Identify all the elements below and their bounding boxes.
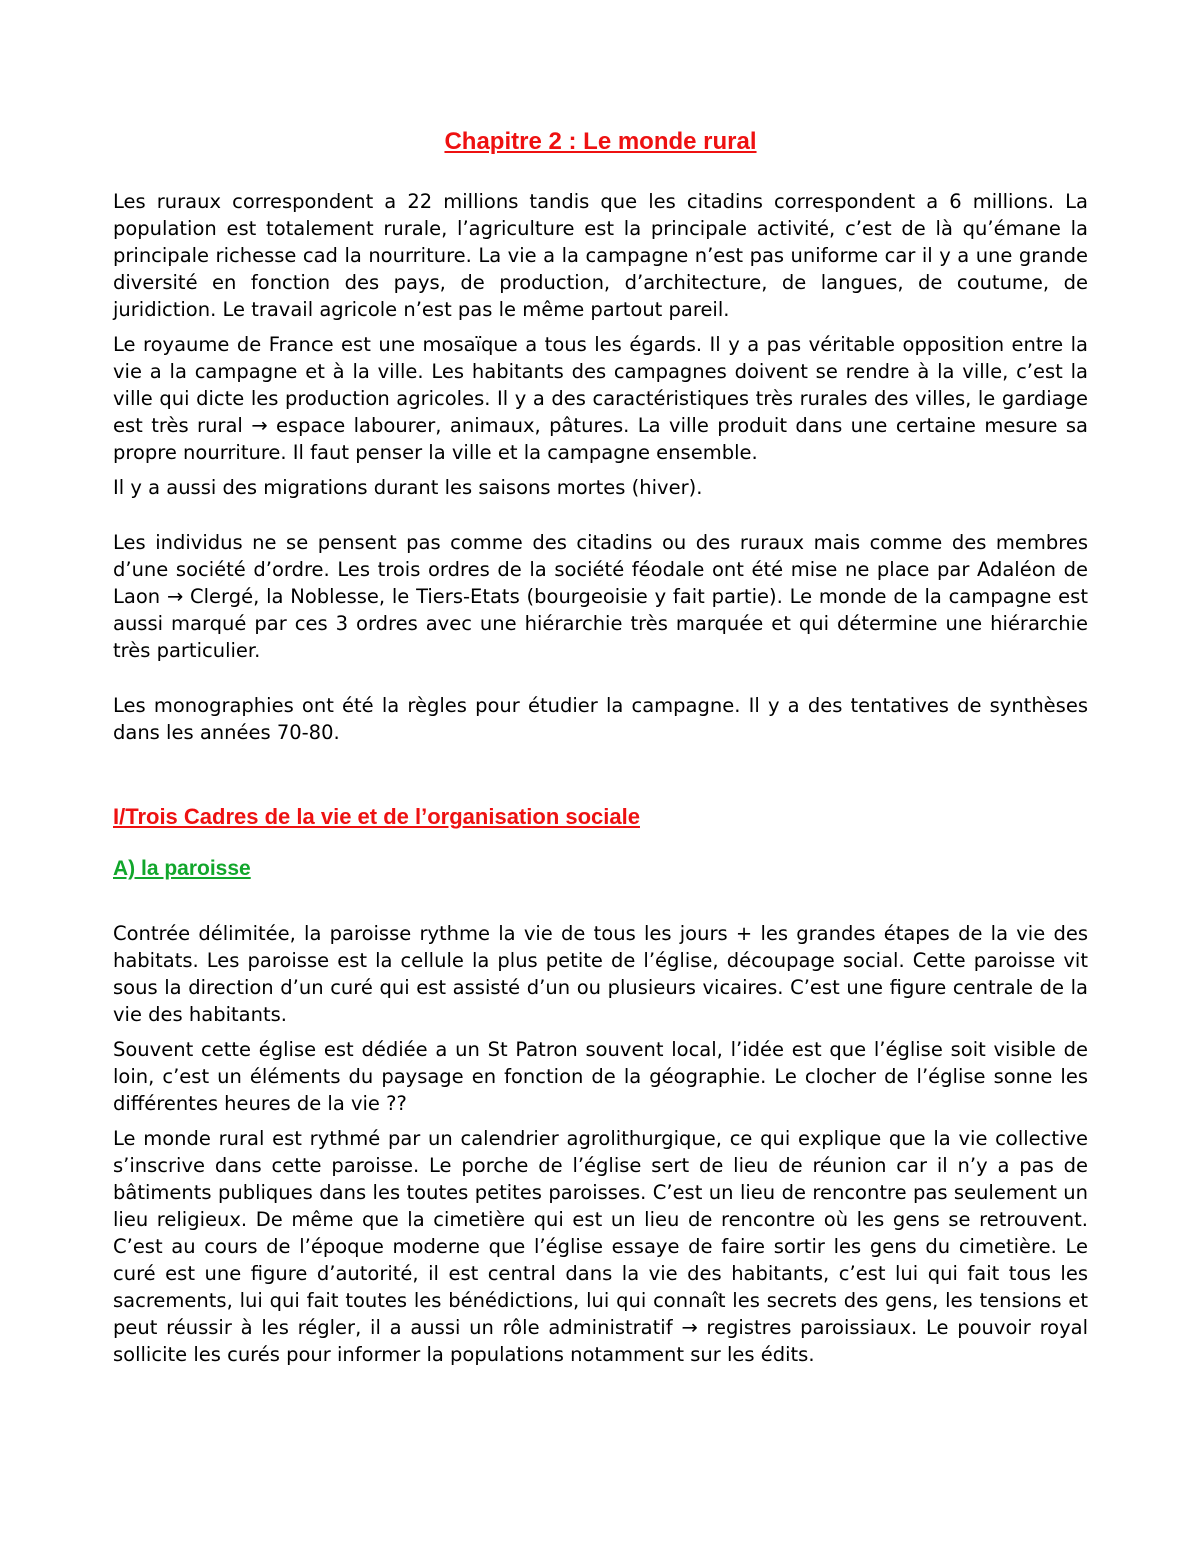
paroisse-paragraph-1: Contrée délimitée, la paroisse rythme la vie de tous les jours + les grandes étapes de la vie des habitats. Les paroisse est la cellule la plus petite de l’église, découpage social. Cette paroisse vit sous la direction d’un curé qui est assisté d’un ou plusieurs vicaires. C’est une figure centrale de la vie des habitants. bbox=[113, 922, 1088, 1026]
intro-paragraph-1: Les ruraux correspondent a 22 millions tandis que les citadins correspondent a 6 millions. La population est totalement rurale, l’agriculture est la principale activité, c’est de là qu’émane la principale richesse cad la nourriture. La vie a la campagne n’est pas uniforme car il y a une grande diversité en fonction des pays, de production, d’architecture, de langues, de coutume, de juridiction. Le travail agricole n’est pas le même partout pareil. bbox=[113, 190, 1088, 321]
section-title: I/Trois Cadres de la vie et de l’organisation sociale bbox=[113, 804, 640, 829]
intro-paragraph-2: Le royaume de France est une mosaïque a tous les égards. Il y a pas véritable opposition entre la vie a la campagne et à la ville. Les habitants des campagnes doivent se rendre à la ville, c’est la ville qui dicte les production agricoles. Il y a des caractéristiques très rurales des villes, le gardiage est très rural → espace labourer, animaux, pâtures. La ville produit dans une certaine mesure sa propre nourriture. Il faut penser la ville et la campagne ensemble. bbox=[113, 333, 1088, 464]
intro-paragraph-5: Les monographies ont été la règles pour étudier la campagne. Il y a des tentatives de synthèses dans les années 70-80. bbox=[113, 694, 1088, 744]
chapter-title: Chapitre 2 : Le monde rural bbox=[444, 128, 757, 155]
document-body bbox=[113, 126, 1088, 1376]
paroisse-paragraph-2: Souvent cette église est dédiée a un St Patron souvent local, l’idée est que l’église soit visible de loin, c’est un éléments du paysage en fonction de la géographie. Le clocher de l’église sonne les différentes heures de la vie ?? bbox=[113, 1038, 1088, 1115]
paroisse-paragraph-3: Le monde rural est rythmé par un calendrier agrolithurgique, ce qui explique que la vie collective s’inscrive dans cette paroisse. Le porche de l’église sert de lieu de réunion car il n’y a pas de bâtiments publiques dans les toutes petites paroisses. C’est un lieu de rencontre pas seulement un lieu religieux. De même que la cimetière qui est un lieu de rencontre où les gens se retrouvent. C’est au cours de l’époque moderne que l’église essaye de faire sortir les gens du cimetière. Le curé est une figure d’autorité, il est central dans la vie des habitants, c’est lui qui fait tous les sacrements, lui qui fait toutes les bénédictions, lui qui connaît les secrets des gens, les tensions et peut réussir à les régler, il a aussi un rôle administratif → registres paroissiaux. Le pouvoir royal sollicite les curés pour informer la populations notamment sur les édits. bbox=[113, 1127, 1088, 1366]
intro-paragraph-3: Il y a aussi des migrations durant les saisons mortes (hiver). bbox=[113, 476, 703, 499]
intro-paragraph-4: Les individus ne se pensent pas comme des citadins ou des ruraux mais comme des membres d’une société d’ordre. Les trois ordres de la société féodale ont été mise ne place par Adaléon de Laon → Clergé, la Noblesse, le Tiers-Etats (bourgeoisie y fait partie). Le monde de la campagne est aussi marqué par ces 3 ordres avec une hiérarchie très marquée et qui détermine une hiérarchie très particulier. bbox=[113, 531, 1088, 662]
subsection-title: A) la paroisse bbox=[113, 857, 251, 880]
